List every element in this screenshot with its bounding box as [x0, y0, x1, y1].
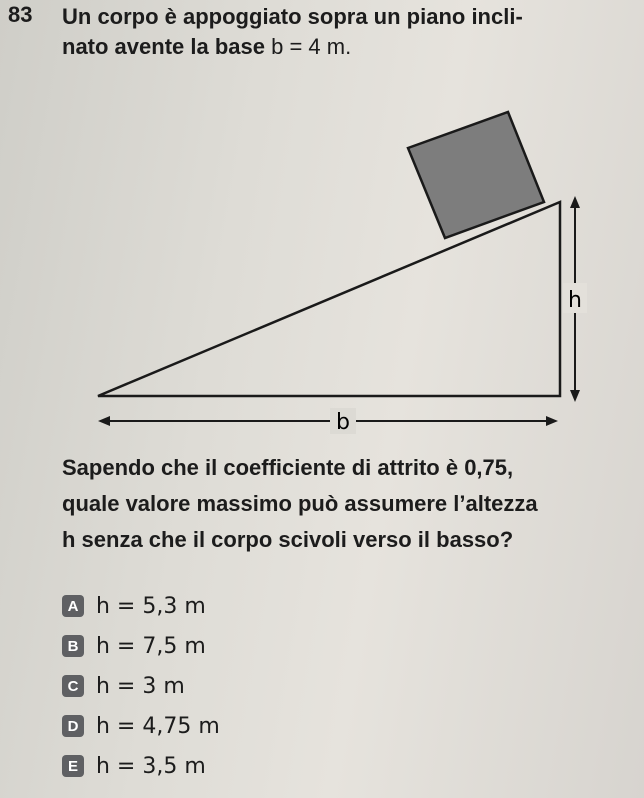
option-letter-badge: A — [62, 595, 84, 617]
option-letter-badge: D — [62, 715, 84, 737]
problem-statement — [62, 2, 632, 62]
base-arrow-left-head — [98, 416, 110, 426]
height-label: h — [568, 288, 582, 313]
question-text — [62, 450, 642, 558]
option-letter-badge: B — [62, 635, 84, 657]
option-e[interactable] — [62, 746, 220, 786]
answer-options — [62, 586, 220, 786]
option-a[interactable] — [62, 586, 220, 626]
option-text: h = 3,5 m — [96, 753, 206, 779]
statement-line2: nato avente la base — [62, 34, 272, 59]
inclined-plane-diagram — [0, 78, 644, 438]
height-arrow-bottom-head — [570, 390, 580, 402]
option-b[interactable] — [62, 626, 220, 666]
question-line2: quale valore massimo può assumere l’altezza — [62, 491, 538, 516]
option-d[interactable] — [62, 706, 220, 746]
option-text: h = 7,5 m — [96, 633, 206, 659]
statement-line1: Un corpo è appoggiato sopra un piano incli- — [62, 4, 523, 29]
option-letter-badge: E — [62, 755, 84, 777]
question-line3: h senza che il corpo scivoli verso il basso? — [62, 527, 514, 552]
block — [408, 112, 544, 238]
option-text: h = 5,3 m — [96, 593, 206, 619]
option-c[interactable] — [62, 666, 220, 706]
base-label: b — [336, 410, 350, 435]
problem-number: 83 — [8, 2, 33, 27]
incline-triangle — [98, 202, 560, 396]
base-value: b = 4 m. — [271, 34, 352, 59]
question-line1: Sapendo che il coefficiente di attrito è 0,75, — [62, 455, 514, 480]
inclined-plane-figure — [0, 78, 644, 438]
option-text: h = 3 m — [96, 673, 185, 699]
option-text: h = 4,75 m — [96, 713, 220, 739]
height-arrow-top-head — [570, 196, 580, 208]
option-letter-badge: C — [62, 675, 84, 697]
base-arrow-right-head — [546, 416, 558, 426]
